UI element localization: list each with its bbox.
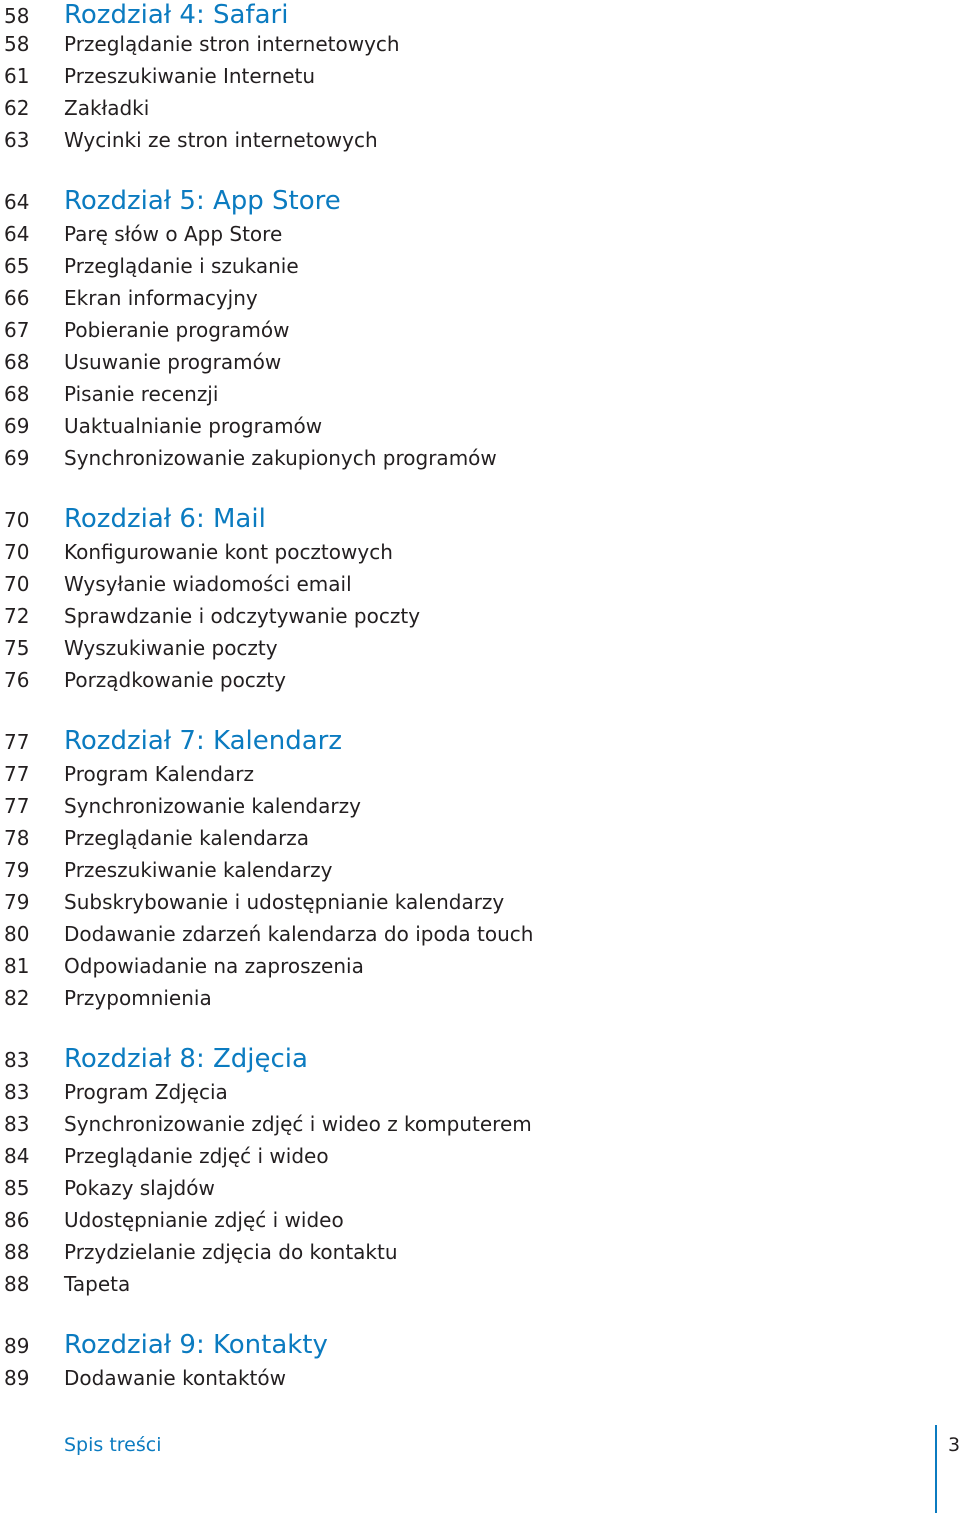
chapter-page-number: 58 bbox=[4, 4, 30, 28]
entry-title[interactable]: Pobieranie programów bbox=[64, 318, 290, 342]
entry-page-number: 86 bbox=[4, 1208, 30, 1232]
footer-divider bbox=[935, 1425, 937, 1513]
entry-title[interactable]: Wycinki ze stron internetowych bbox=[64, 128, 378, 152]
entry-title[interactable]: Zakładki bbox=[64, 96, 150, 120]
entry-page-number: 81 bbox=[4, 954, 30, 978]
toc-entry[interactable] bbox=[0, 1366, 960, 1398]
entry-page-number: 70 bbox=[4, 572, 30, 596]
entry-page-number: 84 bbox=[4, 1144, 30, 1168]
entry-title[interactable]: Przeszukiwanie Internetu bbox=[64, 64, 316, 88]
entry-title[interactable]: Program Zdjęcia bbox=[64, 1080, 228, 1104]
toc-entry[interactable] bbox=[0, 446, 960, 478]
footer-page-number: 3 bbox=[948, 1434, 960, 1456]
entry-page-number: 62 bbox=[4, 96, 30, 120]
entry-title[interactable]: Przeglądanie stron internetowych bbox=[64, 32, 400, 56]
entry-title[interactable]: Porządkowanie poczty bbox=[64, 668, 286, 692]
entry-title[interactable]: Przeglądanie i szukanie bbox=[64, 254, 299, 278]
toc-chapter bbox=[0, 0, 960, 160]
entry-page-number: 67 bbox=[4, 318, 30, 342]
chapter-page-number: 64 bbox=[4, 190, 30, 214]
entry-title[interactable]: Przeszukiwanie kalendarzy bbox=[64, 858, 333, 882]
toc-entry[interactable] bbox=[0, 1144, 960, 1176]
toc-entry[interactable] bbox=[0, 954, 960, 986]
toc-entry[interactable] bbox=[0, 382, 960, 414]
page-footer bbox=[0, 1428, 960, 1468]
chapter-heading-row[interactable] bbox=[0, 726, 960, 762]
entry-title[interactable]: Synchronizowanie zdjęć i wideo z komputerem bbox=[64, 1112, 532, 1136]
entry-page-number: 77 bbox=[4, 762, 30, 786]
toc-entry[interactable] bbox=[0, 636, 960, 668]
toc-entry[interactable] bbox=[0, 254, 960, 286]
toc-entry[interactable] bbox=[0, 318, 960, 350]
toc-entry[interactable] bbox=[0, 32, 960, 64]
toc-entry[interactable] bbox=[0, 572, 960, 604]
entry-page-number: 88 bbox=[4, 1272, 30, 1296]
entry-page-number: 65 bbox=[4, 254, 30, 278]
entry-page-number: 69 bbox=[4, 446, 30, 470]
entry-title[interactable]: Synchronizowanie zakupionych programów bbox=[64, 446, 497, 470]
toc-entry[interactable] bbox=[0, 890, 960, 922]
chapter-title[interactable]: Rozdział 9: Kontakty bbox=[64, 1330, 328, 1360]
entry-title[interactable]: Odpowiadanie na zaproszenia bbox=[64, 954, 364, 978]
entry-page-number: 76 bbox=[4, 668, 30, 692]
entry-title[interactable]: Tapeta bbox=[64, 1272, 131, 1296]
toc-entry[interactable] bbox=[0, 414, 960, 446]
chapter-title[interactable]: Rozdział 4: Safari bbox=[64, 0, 289, 30]
entry-page-number: 63 bbox=[4, 128, 30, 152]
toc-chapter bbox=[0, 186, 960, 478]
chapter-title[interactable]: Rozdział 6: Mail bbox=[64, 504, 266, 534]
toc-entry[interactable] bbox=[0, 286, 960, 318]
entry-page-number: 85 bbox=[4, 1176, 30, 1200]
chapter-heading-row[interactable] bbox=[0, 1044, 960, 1080]
toc-chapter bbox=[0, 1330, 960, 1398]
toc-entry[interactable] bbox=[0, 1176, 960, 1208]
entry-page-number: 68 bbox=[4, 350, 30, 374]
toc-chapter bbox=[0, 504, 960, 700]
entry-title[interactable]: Usuwanie programów bbox=[64, 350, 282, 374]
toc-entry[interactable] bbox=[0, 128, 960, 160]
entry-page-number: 75 bbox=[4, 636, 30, 660]
toc-entry[interactable] bbox=[0, 762, 960, 794]
toc-entry[interactable] bbox=[0, 794, 960, 826]
chapter-page-number: 89 bbox=[4, 1334, 30, 1358]
entry-title[interactable]: Konfigurowanie kont pocztowych bbox=[64, 540, 393, 564]
entry-title[interactable]: Sprawdzanie i odczytywanie poczty bbox=[64, 604, 421, 628]
toc-entry[interactable] bbox=[0, 96, 960, 128]
entry-page-number: 88 bbox=[4, 1240, 30, 1264]
entry-page-number: 78 bbox=[4, 826, 30, 850]
entry-title[interactable]: Pisanie recenzji bbox=[64, 382, 219, 406]
chapter-title[interactable]: Rozdział 5: App Store bbox=[64, 186, 341, 216]
entry-title[interactable]: Udostępnianie zdjęć i wideo bbox=[64, 1208, 344, 1232]
toc-entry[interactable] bbox=[0, 1272, 960, 1304]
toc-entry[interactable] bbox=[0, 826, 960, 858]
chapter-heading-row[interactable] bbox=[0, 1330, 960, 1366]
entry-title[interactable]: Wyszukiwanie poczty bbox=[64, 636, 278, 660]
entry-page-number: 72 bbox=[4, 604, 30, 628]
chapter-heading-row[interactable] bbox=[0, 186, 960, 222]
entry-page-number: 89 bbox=[4, 1366, 30, 1390]
chapter-heading-row[interactable] bbox=[0, 0, 960, 32]
entry-page-number: 61 bbox=[4, 64, 30, 88]
toc-chapter bbox=[0, 726, 960, 1018]
entry-page-number: 79 bbox=[4, 890, 30, 914]
entry-page-number: 83 bbox=[4, 1112, 30, 1136]
entry-page-number: 68 bbox=[4, 382, 30, 406]
toc-entry[interactable] bbox=[0, 858, 960, 890]
entry-title[interactable]: Wysyłanie wiadomości email bbox=[64, 572, 352, 596]
entry-page-number: 80 bbox=[4, 922, 30, 946]
entry-page-number: 82 bbox=[4, 986, 30, 1010]
entry-title[interactable]: Dodawanie kontaktów bbox=[64, 1366, 286, 1390]
toc-chapter bbox=[0, 1044, 960, 1304]
entry-title[interactable]: Subskrybowanie i udostępnianie kalendarzy bbox=[64, 890, 505, 914]
toc-entry[interactable] bbox=[0, 1112, 960, 1144]
chapter-heading-row[interactable] bbox=[0, 504, 960, 540]
toc-entry[interactable] bbox=[0, 222, 960, 254]
toc-entry[interactable] bbox=[0, 350, 960, 382]
entry-title[interactable]: Synchronizowanie kalendarzy bbox=[64, 794, 361, 818]
entry-page-number: 70 bbox=[4, 540, 30, 564]
footer-section-label: Spis treści bbox=[64, 1434, 162, 1456]
toc-entry[interactable] bbox=[0, 540, 960, 572]
toc-entry[interactable] bbox=[0, 1080, 960, 1112]
chapter-title[interactable]: Rozdział 7: Kalendarz bbox=[64, 726, 342, 756]
entry-title[interactable]: Przeglądanie kalendarza bbox=[64, 826, 310, 850]
toc-entry[interactable] bbox=[0, 986, 960, 1018]
entry-page-number: 83 bbox=[4, 1080, 30, 1104]
entry-title[interactable]: Przydzielanie zdjęcia do kontaktu bbox=[64, 1240, 398, 1264]
entry-title[interactable]: Pokazy slajdów bbox=[64, 1176, 215, 1200]
toc-entry[interactable] bbox=[0, 1240, 960, 1272]
toc-entry[interactable] bbox=[0, 668, 960, 700]
chapter-title[interactable]: Rozdział 8: Zdjęcia bbox=[64, 1044, 308, 1074]
toc-entry[interactable] bbox=[0, 1208, 960, 1240]
toc-entry[interactable] bbox=[0, 604, 960, 636]
chapter-page-number: 70 bbox=[4, 508, 30, 532]
entry-page-number: 64 bbox=[4, 222, 30, 246]
entry-page-number: 79 bbox=[4, 858, 30, 882]
entry-title[interactable]: Dodawanie zdarzeń kalendarza do ipoda touch bbox=[64, 922, 534, 946]
entry-page-number: 58 bbox=[4, 32, 30, 56]
entry-title[interactable]: Przeglądanie zdjęć i wideo bbox=[64, 1144, 329, 1168]
entry-page-number: 77 bbox=[4, 794, 30, 818]
entry-title[interactable]: Parę słów o App Store bbox=[64, 222, 283, 246]
toc-entry[interactable] bbox=[0, 922, 960, 954]
entry-page-number: 69 bbox=[4, 414, 30, 438]
entry-title[interactable]: Uaktualnianie programów bbox=[64, 414, 323, 438]
entry-title[interactable]: Ekran informacyjny bbox=[64, 286, 258, 310]
toc-entry[interactable] bbox=[0, 64, 960, 96]
entry-title[interactable]: Przypomnienia bbox=[64, 986, 212, 1010]
entry-page-number: 66 bbox=[4, 286, 30, 310]
chapter-page-number: 77 bbox=[4, 730, 30, 754]
chapter-page-number: 83 bbox=[4, 1048, 30, 1072]
entry-title[interactable]: Program Kalendarz bbox=[64, 762, 254, 786]
